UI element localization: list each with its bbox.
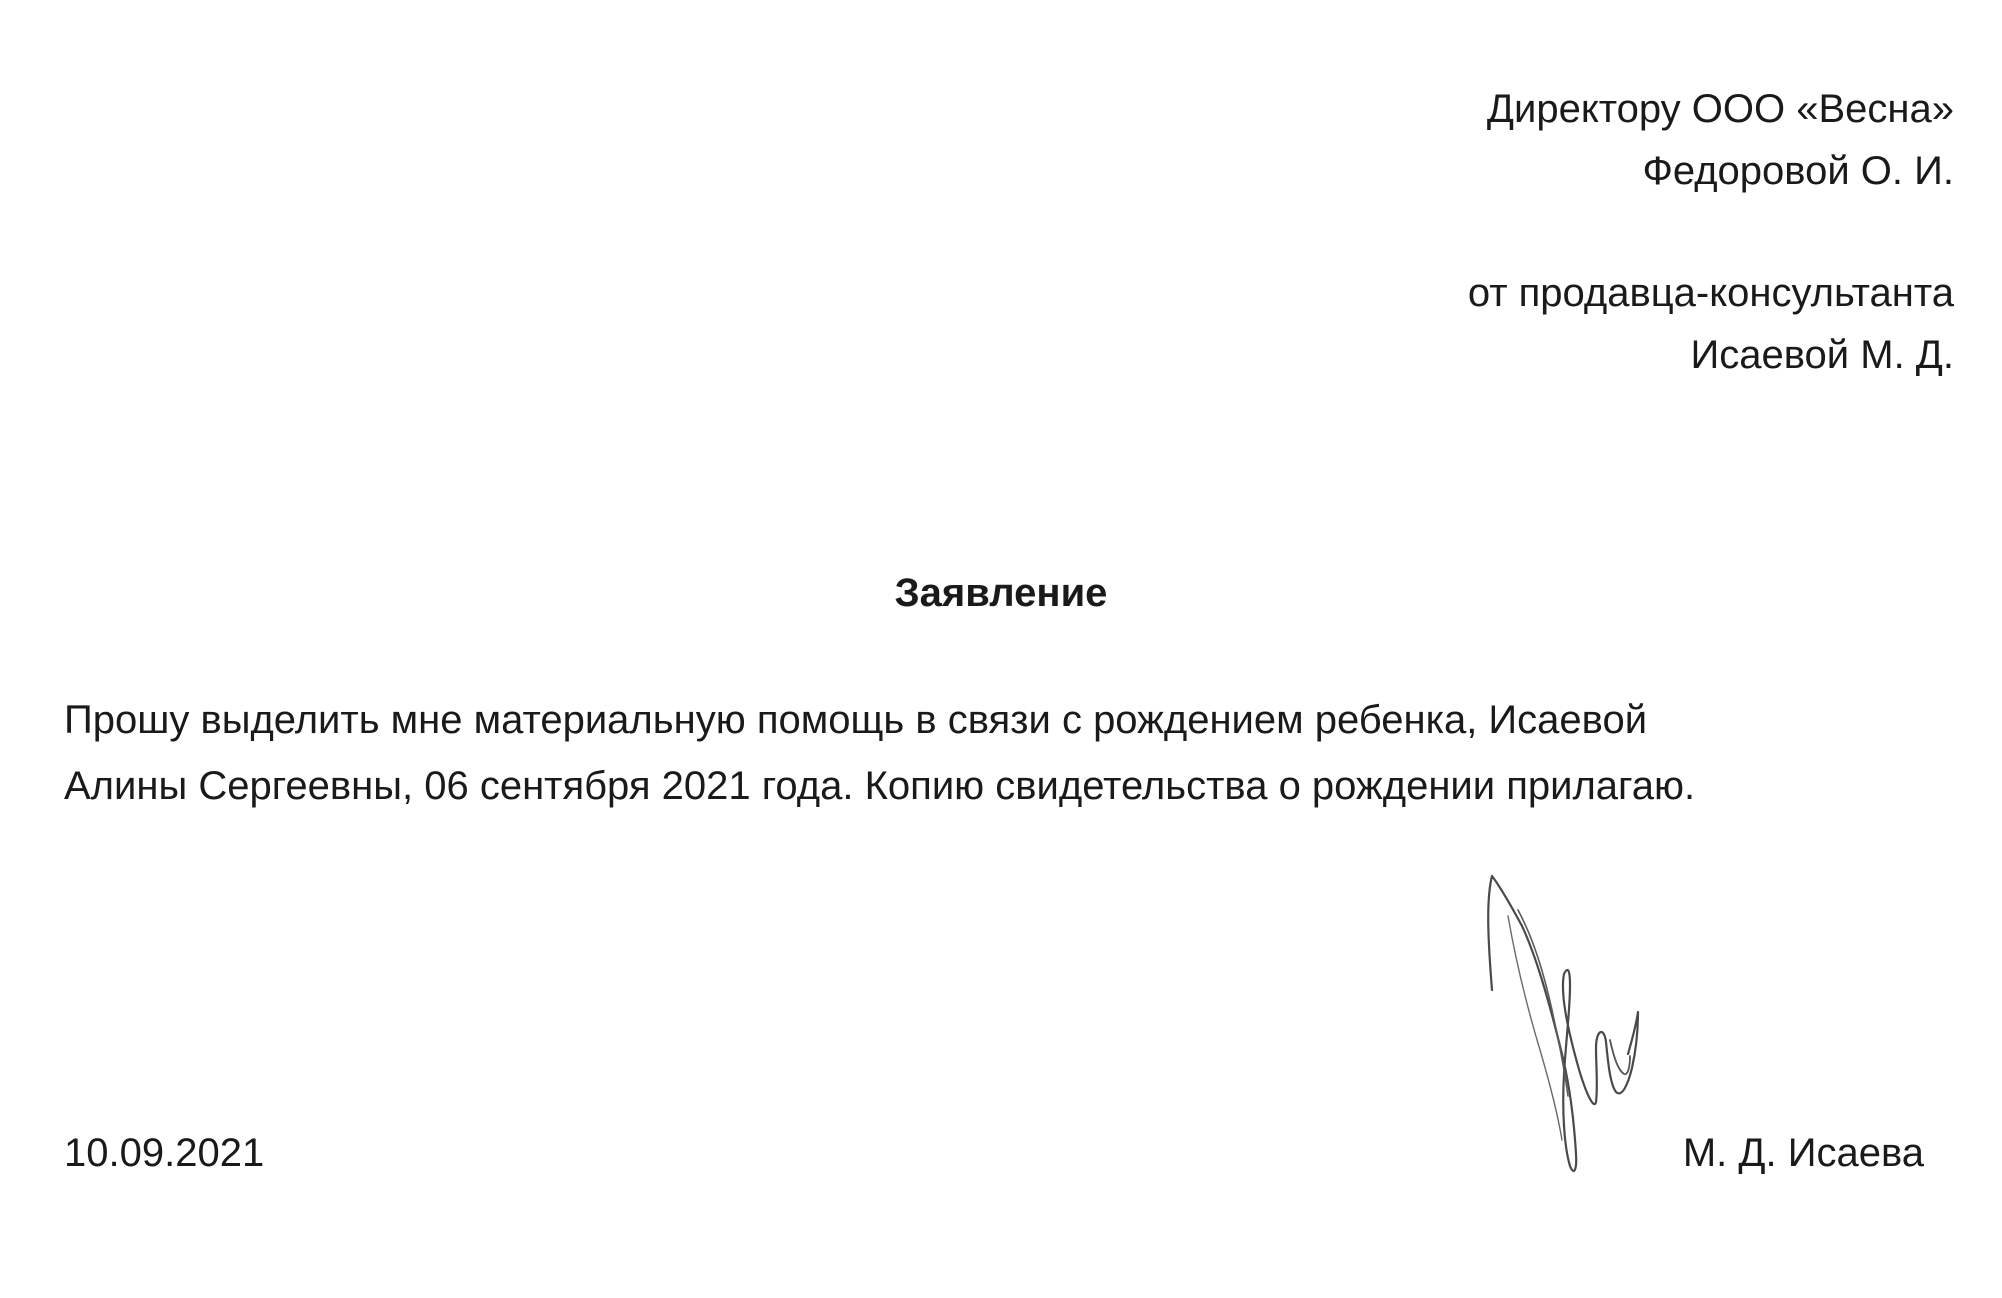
sender-position: от продавца-консультанта [1467,271,1954,315]
document-date: 10.09.2021 [64,1131,265,1175]
handwritten-signature-icon [1478,870,1658,1180]
document-body [64,687,1944,819]
addressee-position: Директору ООО «Весна» [1486,87,1954,131]
sender-name: Исаевой М. Д. [1690,333,1954,377]
document-title: Заявление [894,571,1108,615]
addressee-name: Федоровой О. И. [1642,149,1954,193]
body-line: Алины Сергеевны, 06 сентября 2021 года. Копию свидетельства о рождении прилагаю. [64,764,1696,808]
signer-name: М. Д. Исаева [1682,1131,1924,1175]
addressee-block [1468,78,1954,386]
addressee-spacer [1468,202,1954,262]
body-line: Прошу выделить мне материальную помощь в связи с рождением ребенка, Исаевой [64,698,1648,742]
